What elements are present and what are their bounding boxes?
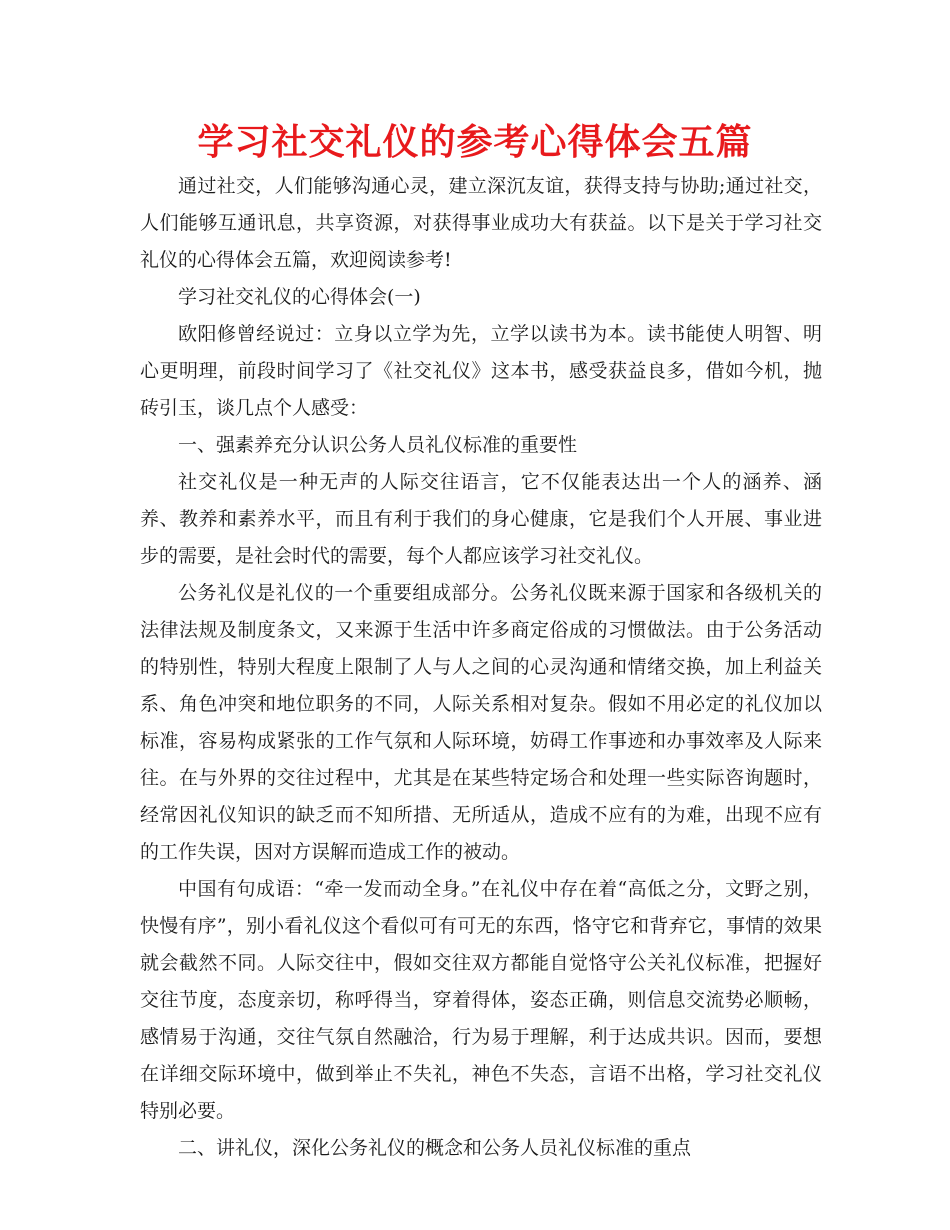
section-heading-1: 学习社交礼仪的心得体会(一) (178, 286, 421, 308)
subsection-heading: 二、讲礼仪，深化公务礼仪的概念和公务人员礼仪标准的重点 (178, 1137, 692, 1159)
document-title: 学习社交礼仪的参考心得体会五篇 (197, 121, 753, 163)
paragraph: 社交礼仪是一种无声的人际交往语言，它不仅能表达出一个人的涵养、涵养、教养和素养水平，而且有利于我们的身心健康，它是我们个人开展、事业进步的需要，是社会时代的需要，每个人都应该学习社交礼仪。 (140, 471, 822, 567)
paragraph: 中国有句成语：“牵一发而动全身。”在礼仪中存在着“高低之分，文野之别，快慢有序”，别小看礼仪这个看似可有可无的东西，恪守它和背弃它，事情的效果就会截然不同。人际交往中，假如交往双方都能自觉恪守公关礼仪标准，把握好交往节度，态度亲切，称呼得当，穿着得体，姿态正确，则信息交流势必顺畅，感情易于沟通，交往气氛自然融洽，行为易于理解，利于达成共识。因而，要想在详细交际环境中，做到举止不失礼，神色不失态，言语不出格，学习社交礼仪特别必要。 (140, 878, 822, 1122)
paragraph: 欧阳修曾经说过：立身以立学为先，立学以读书为本。读书能使人明智、明心更明理，前段时间学习了《社交礼仪》这本书，感受获益良多，借如今机，抛砖引玉，谈几点个人感受： (140, 323, 822, 419)
paragraph-intro: 通过社交，人们能够沟通心灵，建立深沉友谊，获得支持与协助;通过社交，人们能够互通讯息，共享资源，对获得事业成功大有获益。以下是关于学习社交礼仪的心得体会五篇，欢迎阅读参考! (140, 175, 822, 271)
paragraph: 公务礼仪是礼仪的一个重要组成部分。公务礼仪既来源于国家和各级机关的法律法规及制度条文，又来源于生活中许多商定俗成的习惯做法。由于公务活动的特别性，特别大程度上限制了人与人之间的心灵沟通和情绪交换，加上利益关系、角色冲突和地位职务的不同，人际关系相对复杂。假如不用必定的礼仪加以标准，容易构成紧张的工作气氛和人际环境，妨碍工作事迹和办事效率及人际来往。在与外界的交往过程中，尤其是在某些特定场合和处理一些实际咨询题时，经常因礼仪知识的缺乏而不知所措、无所适从，造成不应有的为难，出现不应有的工作失误，因对方误解而造成工作的被动。 (140, 582, 822, 863)
document-body (140, 168, 822, 1167)
subsection-heading: 一、强素养充分认识公务人员礼仪标准的重要性 (178, 434, 578, 456)
